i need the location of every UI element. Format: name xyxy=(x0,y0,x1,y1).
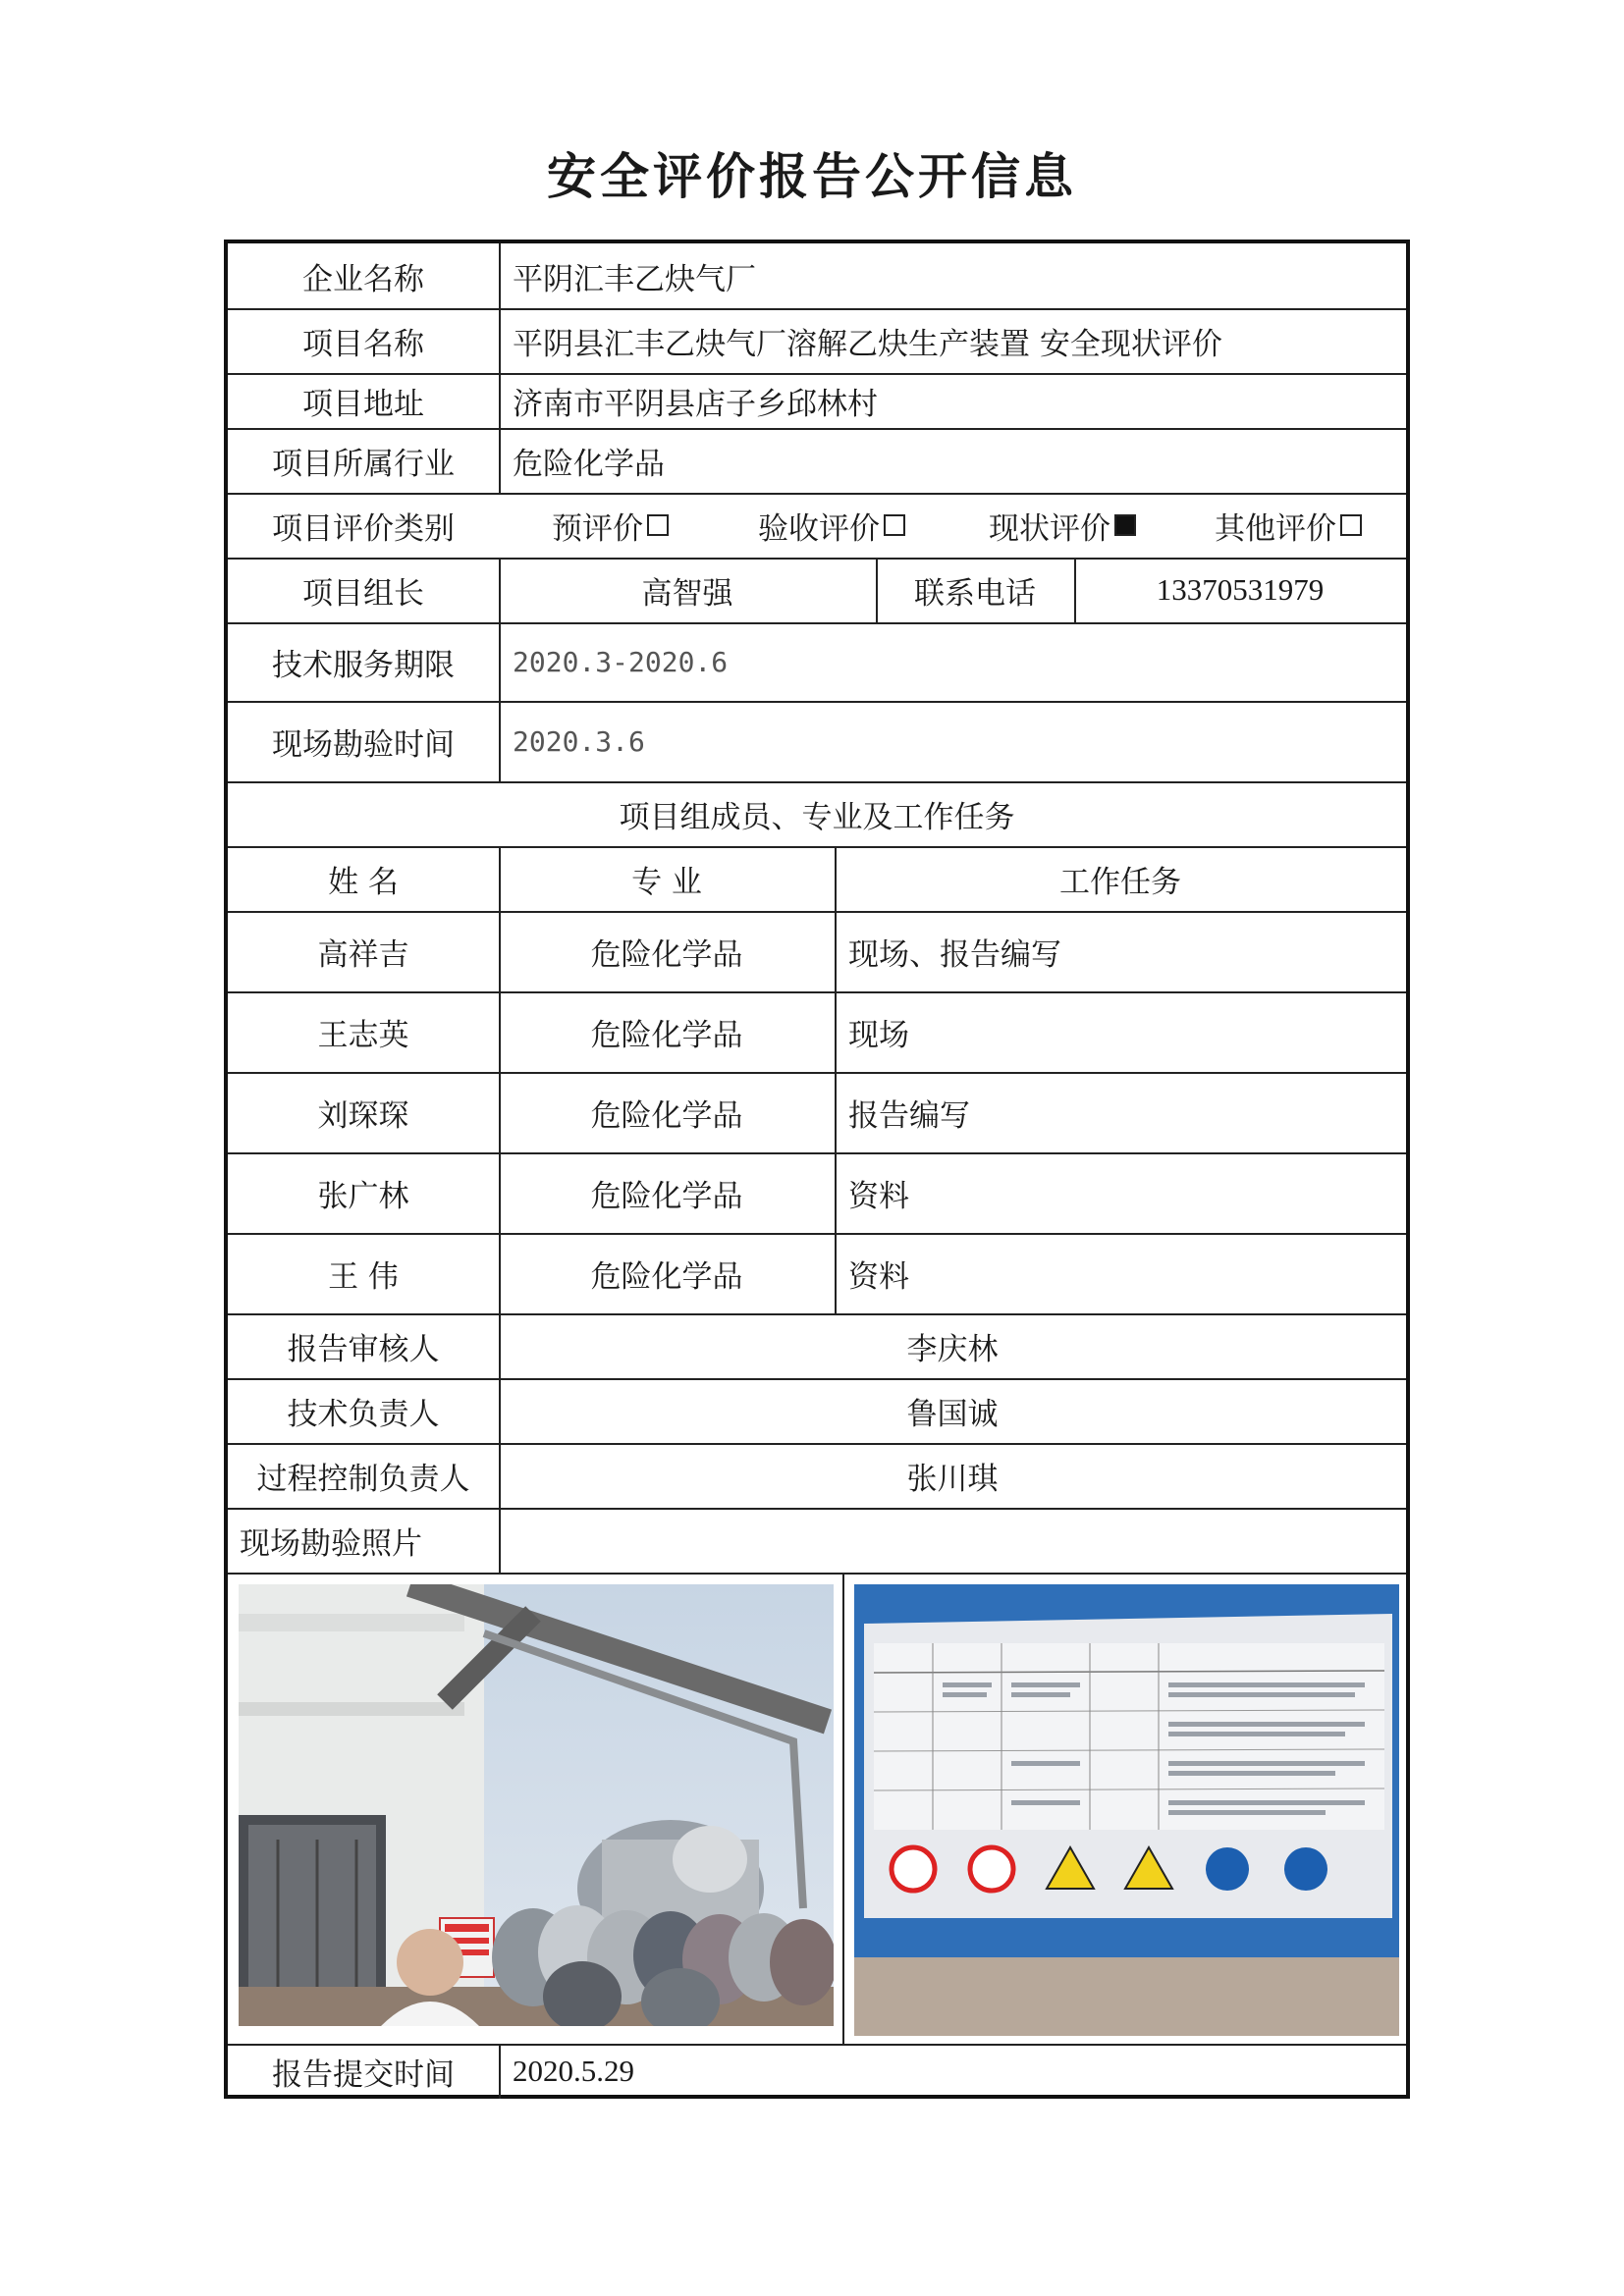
info-table xyxy=(224,240,1410,2099)
company-label: 企业名称 xyxy=(302,261,424,297)
member-name: 王 伟 xyxy=(328,1258,399,1295)
photos-label: 现场勘验照片 xyxy=(240,1525,422,1562)
eval-option-label: 预评价 xyxy=(552,510,643,547)
company-value: 平阴汇丰乙炔气厂 xyxy=(513,261,756,297)
eval-option-acceptance[interactable] xyxy=(758,493,905,558)
eval-option-label: 其他评价 xyxy=(1215,510,1336,547)
survey-time-label: 现场勘验时间 xyxy=(272,726,455,763)
site-photo-yard xyxy=(239,1584,834,2026)
process-lead-label: 过程控制负责人 xyxy=(256,1461,470,1497)
member-task: 资料 xyxy=(848,1178,909,1214)
checked-box-icon[interactable] xyxy=(1114,514,1136,536)
submit-time-label: 报告提交时间 xyxy=(272,2056,455,2093)
page-title: 安全评价报告公开信息 xyxy=(547,147,1077,205)
eval-option-other[interactable] xyxy=(1215,493,1362,558)
checkbox-icon[interactable] xyxy=(647,514,669,536)
header-task: 工作任务 xyxy=(1059,864,1181,900)
member-name: 张广林 xyxy=(317,1178,409,1214)
reviewer-label: 报告审核人 xyxy=(287,1331,440,1367)
project-name-value: 平阴县汇丰乙炔气厂溶解乙炔生产装置 安全现状评价 xyxy=(513,326,1222,362)
eval-type-label: 项目评价类别 xyxy=(272,510,455,547)
site-photo-notice-board xyxy=(854,1584,1399,2036)
reviewer-value: 李庆林 xyxy=(906,1331,999,1367)
member-name: 王志英 xyxy=(317,1017,409,1053)
submit-time-value: 2020.5.29 xyxy=(513,2054,634,2088)
checkbox-icon[interactable] xyxy=(884,514,905,536)
industry-value: 危险化学品 xyxy=(513,446,665,482)
member-major: 危险化学品 xyxy=(590,936,743,973)
header-major: 专 业 xyxy=(631,864,702,900)
eval-option-current[interactable] xyxy=(989,493,1136,558)
service-period-value: 2020.3-2020.6 xyxy=(513,645,729,678)
service-period-label: 技术服务期限 xyxy=(272,647,455,683)
project-address-label: 项目地址 xyxy=(302,386,424,422)
tech-lead-label: 技术负责人 xyxy=(287,1396,440,1432)
project-address-value: 济南市平阴县店子乡邱林村 xyxy=(513,386,878,422)
member-name: 高祥吉 xyxy=(317,936,409,973)
industry-label: 项目所属行业 xyxy=(272,446,455,482)
phone-value: 13370531979 xyxy=(1156,572,1325,607)
eval-option-label: 现状评价 xyxy=(989,510,1110,547)
member-major: 危险化学品 xyxy=(590,1017,743,1053)
eval-option-label: 验收评价 xyxy=(758,510,880,547)
project-name-label: 项目名称 xyxy=(302,326,424,362)
tech-lead-value: 鲁国诚 xyxy=(906,1396,999,1432)
survey-time-value: 2020.3.6 xyxy=(513,724,645,758)
member-major: 危险化学品 xyxy=(590,1258,743,1295)
member-task: 现场 xyxy=(848,1017,909,1053)
phone-label: 联系电话 xyxy=(914,575,1036,612)
process-lead-value: 张川琪 xyxy=(906,1461,999,1497)
eval-option-pre[interactable] xyxy=(552,493,669,558)
member-name: 刘琛琛 xyxy=(317,1097,409,1134)
member-major: 危险化学品 xyxy=(590,1097,743,1134)
member-task: 资料 xyxy=(848,1258,909,1295)
member-major: 危险化学品 xyxy=(590,1178,743,1214)
members-section-title: 项目组成员、专业及工作任务 xyxy=(619,799,1015,835)
header-name: 姓 名 xyxy=(328,864,399,900)
checkbox-icon[interactable] xyxy=(1340,514,1362,536)
member-task: 现场、报告编写 xyxy=(848,936,1061,973)
leader-label: 项目组长 xyxy=(302,575,424,612)
leader-value: 高智强 xyxy=(641,575,733,612)
member-task: 报告编写 xyxy=(848,1097,970,1134)
